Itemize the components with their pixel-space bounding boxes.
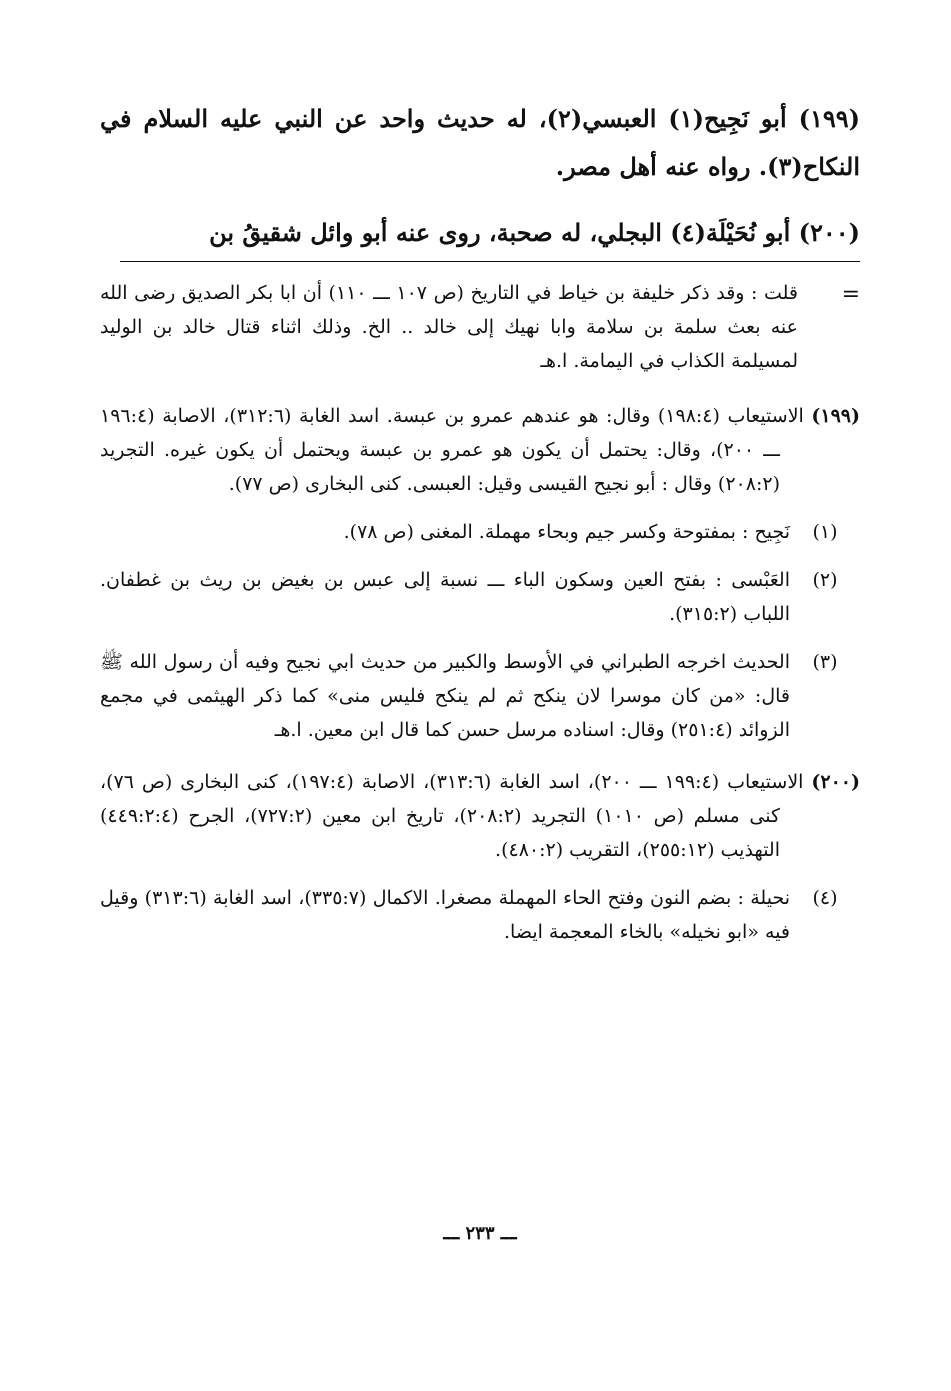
footnote-2 (100, 563, 860, 631)
footnote-1-text: نَجِيح : بمفتوحة وكسر جيم وبحاء مهملة. المغنى (ص ٧٨). (343, 521, 790, 543)
entry-200: (٢٠٠) أبو نُحَيْلَة(٤) البجلي، له صحبة، روى عنه أبو وائل شقيقُ بن (209, 218, 860, 247)
footnote-4 (100, 881, 860, 949)
continued-footnote-text: قلت : وقد ذكر خليفة بن خياط في التاريخ (ص ١٠٧ ـــ ١١٠) أن ابا بكر الصديق رضى الله عنه بعث سلمة بن سلامة وابا نهيك إلى خالد .. الخ. وذلك اثناء قتال خالد بن الوليد لمسيلمة الكذاب في اليمامة. ا.هـ (100, 282, 799, 372)
continuation-mark: = (841, 282, 860, 307)
reference-199 (100, 399, 860, 501)
footnote-divider (120, 261, 860, 262)
reference-200 (100, 765, 860, 867)
footnote-3-number: (٣) (812, 651, 838, 673)
entry-199: (١٩٩) أبو نَجِيح(١) العبسي(٢)، له حديث واحد عن النبي عليه السلام في النكاح(٣). رواه عنه أهل مصر. (100, 104, 861, 181)
document-page (100, 95, 860, 1355)
reference-200-number: (٢٠٠) (811, 771, 861, 793)
footnote-4-number: (٤) (812, 887, 838, 909)
footnote-2-number: (٢) (812, 569, 838, 591)
footnote-3 (100, 645, 860, 747)
continued-footnote (100, 276, 860, 381)
footnote-1 (100, 515, 860, 549)
footnote-4-text: نحيلة : بضم النون وفتح الحاء المهملة مصغرا. الاكمال (٣٣٥:٧)، اسد الغابة (٣١٣:٦) وقيل فيه «ابو نخيله» بالخاء المعجمة ايضا. (100, 887, 791, 943)
footnote-3-text: الحديث اخرجه الطبراني في الأوسط والكبير من حديث ابي نجيح وفيه أن رسول الله ﷺ قال: «من كان موسرا لان ينكح ثم لم ينكح فليس منى» كما ذكر الهيثمى في مجمع الزوائد (٢٥١:٤) وقال: اسناده مرسل حسن كما قال ابن معين. ا.هـ (100, 651, 790, 741)
footnote-2-text: العَبْسى : بفتح العين وسكون الباء ـــ نسبة إلى عبس بن بغيض بن ريث بن غطفان. اللباب (٣١٥:٢). (100, 569, 790, 625)
reference-199-number: (١٩٩) (811, 405, 861, 427)
page-number: ـــ ٢٣٣ ـــ (443, 1223, 517, 1244)
footnote-1-number: (١) (812, 521, 838, 543)
reference-199-text: الاستيعاب (١٩٨:٤) وقال: هو عندهم عمرو بن عبسة. اسد الغابة (٣١٢:٦)، الاصابة (١٩٦:٤ ـــ ٢٠٠)، وقال: يحتمل أن يكون هو عمرو بن عبسة ويحتمل أن يكون غيره. التجريد (٢٠٨:٢) وقال : أبو نجيح القيسى وقيل: العبسى. كنى البخارى (ص ٧٧). (100, 405, 804, 495)
reference-200-text: الاستيعاب (١٩٩:٤ ـــ ٢٠٠)، اسد الغابة (٣١٣:٦)، الاصابة (١٩٧:٤)، كنى البخارى (ص ٧٦)، كنى مسلم (ص ١٠١٠) التجريد (٢٠٨:٢)، تاريخ ابن معين (٧٢٧:٢)، الجرح (٤٤٩:٢:٤) التهذيب (٢٥٥:١٢)، التقريب (٤٨٠:٢). (100, 771, 804, 861)
